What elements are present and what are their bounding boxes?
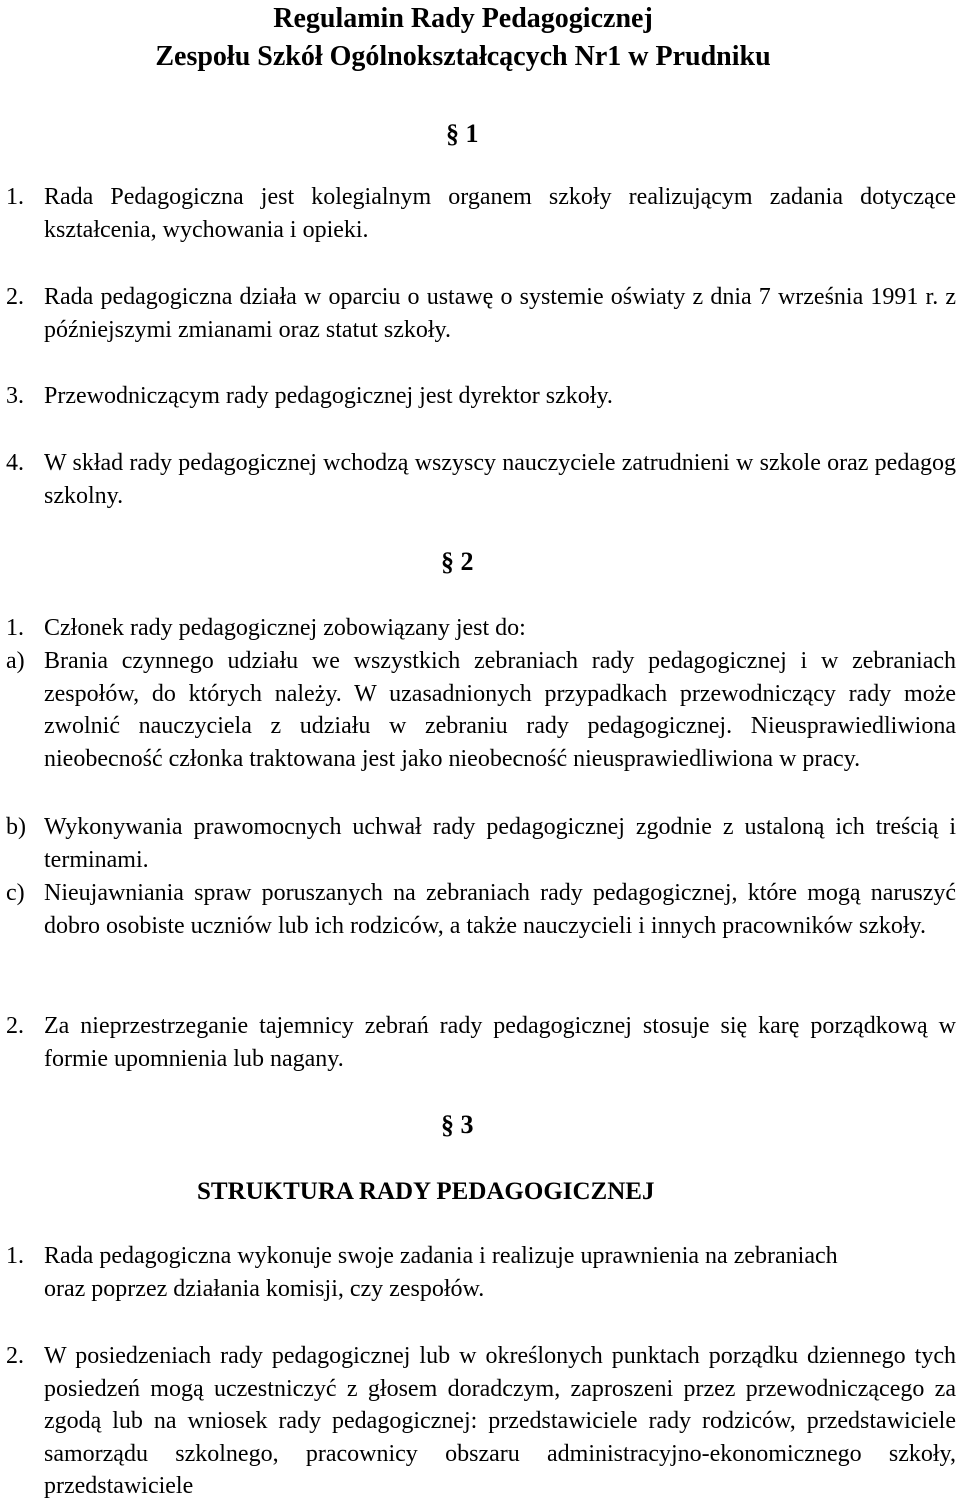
item-number: 1. [6, 184, 24, 210]
item-text: Brania czynnego udziału we wszystkich zebraniach rady pedagogicznej i w zebraniach zespołów, do których należy. W uzasadnionych przypadkach przewodniczący rady może zwolnić nauczyciela z udziału w zebraniu rady pedagogicznej. Nieusprawiedliwiona nieobecność członka traktowana jest jako nieobecność nieusprawiedliwiona w pracy. [44, 648, 956, 772]
section-1-item-2 [6, 281, 956, 346]
section-2-item-c [6, 877, 956, 942]
section-1-item-4 [6, 447, 956, 512]
section-2-item-2 [6, 1010, 956, 1075]
section-2-item-1 [6, 612, 956, 645]
section-3-heading: STRUKTURA RADY PEDAGOGICZNEJ [197, 1178, 655, 1205]
item-text: Rada pedagogiczna działa w oparciu o ustawę o systemie oświaty z dnia 7 września 1991 r. z późniejszymi zmianami oraz statut szkoły. [44, 284, 956, 343]
item-text: Rada pedagogiczna wykonuje swoje zadania i realizuje uprawnienia na zebraniach oraz poprzez działania komisji, czy zespołów. [44, 1243, 838, 1302]
item-text: Rada Pedagogiczna jest kolegialnym organem szkoły realizującym zadania dotyczące kształcenia, wychowania i opieki. [44, 184, 956, 243]
item-number: 2. [6, 284, 24, 310]
section-1-item-1 [6, 181, 956, 246]
section-2-item-b [6, 811, 956, 876]
item-text: W posiedzeniach rady pedagogicznej lub w określonych punktach porządku dziennego tych posiedzeń mogą uczestniczyć z głosem doradczym, zaproszeni przez przewodniczącego za zgodą lub na wniosek rady pedagogicznej: przedstawiciele rady rodziców, przedstawiciele samorządu szkolnego, pracownicy obszaru administracyjno-ekonomicznego szkoły, przedstawiciele [44, 1343, 956, 1499]
item-number: 2. [6, 1343, 24, 1369]
item-number: 3. [6, 383, 24, 409]
item-text: Nieujawniania spraw poruszanych na zebraniach rady pedagogicznej, które mogą naruszyć dobro osobiste uczniów lub ich rodziców, a także nauczycieli i innych pracowników szkoły. [44, 880, 956, 939]
section-1-mark: § 1 [446, 119, 479, 148]
item-number: 4. [6, 450, 24, 476]
item-text: W skład rady pedagogicznej wchodzą wszyscy nauczyciele zatrudnieni w szkole oraz pedagog szkolny. [44, 450, 956, 509]
item-text: Członek rady pedagogicznej zobowiązany jest do: [44, 615, 526, 641]
document-title [0, 0, 926, 76]
item-number: 2. [6, 1013, 24, 1039]
item-letter: a) [6, 648, 25, 674]
item-text: Wykonywania prawomocnych uchwał rady pedagogicznej zgodnie z ustaloną ich treścią i terminami. [44, 814, 956, 873]
section-3-item-2 [6, 1340, 956, 1503]
section-2-item-a [6, 645, 956, 775]
item-letter: c) [6, 880, 25, 906]
section-1-item-3 [6, 380, 956, 413]
item-text: Przewodniczącym rady pedagogicznej jest dyrektor szkoły. [44, 383, 613, 409]
title-line-2: Zespołu Szkół Ogólnokształcących Nr1 w Prudniku [155, 41, 771, 72]
item-number: 1. [6, 1243, 24, 1269]
section-3-item-1 [6, 1240, 876, 1305]
item-letter: b) [6, 814, 26, 840]
title-line-1: Regulamin Rady Pedagogicznej [273, 3, 653, 34]
item-number: 1. [6, 615, 24, 641]
section-3-mark: § 3 [441, 1110, 474, 1139]
section-2-mark: § 2 [441, 547, 474, 576]
item-text: Za nieprzestrzeganie tajemnicy zebrań rady pedagogicznej stosuje się karę porządkową w formie upomnienia lub nagany. [44, 1013, 956, 1072]
